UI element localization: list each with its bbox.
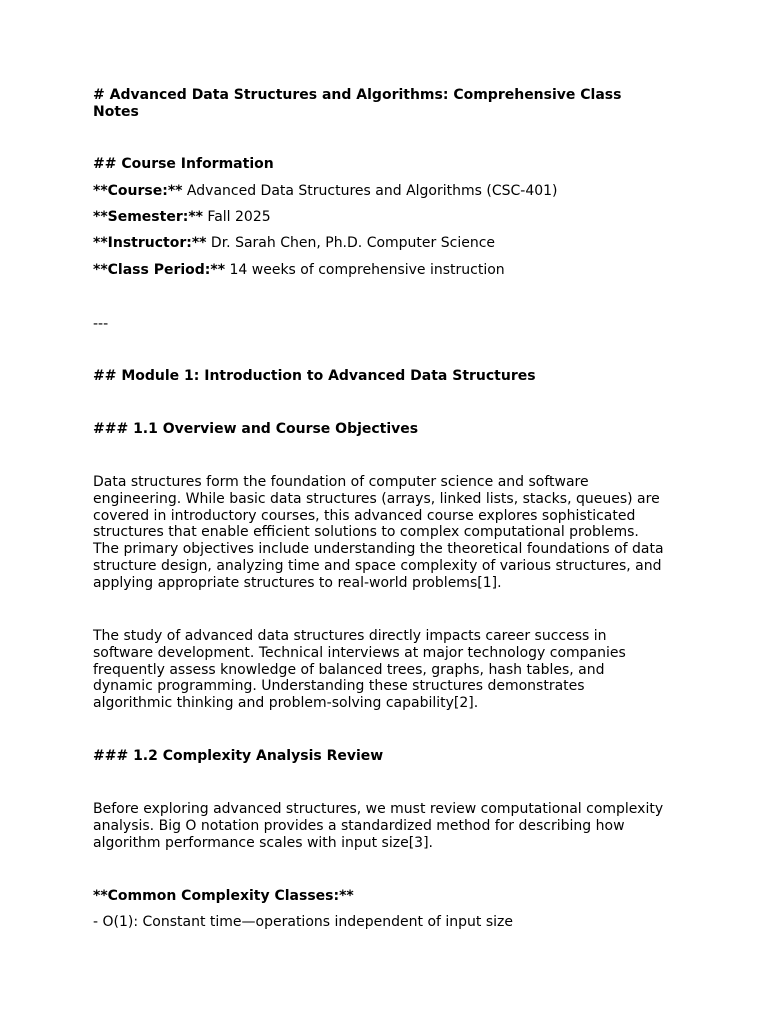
paragraph-line: The primary objectives include understanding the theoretical foundations of data — [93, 541, 664, 558]
paragraph-line: software development. Technical interviews at major technology companies — [93, 644, 626, 661]
class-period-label: **Class Period:** — [93, 262, 226, 278]
module-1-heading: ## Module 1: Introduction to Advanced Data Structures — [93, 368, 536, 384]
document-title: # Advanced Data Structures and Algorithms: Comprehensive Class Notes — [93, 87, 622, 120]
paragraph-line: The study of advanced data structures directly impacts career success in — [93, 628, 607, 644]
paragraph-line: structures that enable efficient solutions to complex computational problems. — [93, 524, 639, 541]
complexity-classes-heading: **Common Complexity Classes:** — [93, 888, 354, 904]
course-value: Advanced Data Structures and Algorithms (CSC-401) — [182, 183, 558, 199]
course-info-heading: ## Course Information — [93, 156, 274, 172]
course-label: **Course:** — [93, 183, 183, 199]
paragraph-line: analysis. Big O notation provides a standardized method for describing how — [93, 817, 625, 834]
instructor-line — [93, 235, 678, 252]
paragraph-line: Before exploring advanced structures, we must review computational complexity — [93, 801, 664, 817]
course-line — [93, 183, 678, 200]
instructor-value: Dr. Sarah Chen, Ph.D. Computer Science — [206, 235, 496, 251]
section-1-1-heading: ### 1.1 Overview and Course Objectives — [93, 421, 419, 437]
section-1-2-heading: ### 1.2 Complexity Analysis Review — [93, 748, 384, 764]
list-item: - O(1): Constant time—operations independent of input size — [93, 914, 513, 930]
class-period-value: 14 weeks of comprehensive instruction — [225, 262, 505, 278]
paragraph-line: algorithm performance scales with input size[3]. — [93, 834, 433, 851]
semester-label: **Semester:** — [93, 209, 203, 225]
class-period-line — [93, 262, 678, 279]
horizontal-divider: --- — [93, 316, 109, 332]
paragraph-line: algorithmic thinking and problem-solving capability[2]. — [93, 695, 479, 712]
paragraph-line: structure design, analyzing time and space complexity of various structures, and — [93, 558, 662, 574]
paragraph-line: engineering. While basic data structures (arrays, linked lists, stacks, queues) are — [93, 490, 660, 507]
paragraph-line: frequently assess knowledge of balanced trees, graphs, hash tables, and — [93, 661, 605, 678]
paragraph-line: applying appropriate structures to real-world problems[1]. — [93, 574, 502, 591]
paragraph-line: dynamic programming. Understanding these structures demonstrates — [93, 678, 585, 695]
paragraph-line: Data structures form the foundation of computer science and software — [93, 474, 589, 490]
instructor-label: **Instructor:** — [93, 235, 207, 251]
paragraph-line: covered in introductory courses, this advanced course explores sophisticated — [93, 507, 636, 524]
semester-value: Fall 2025 — [202, 209, 271, 225]
semester-line — [93, 209, 678, 226]
